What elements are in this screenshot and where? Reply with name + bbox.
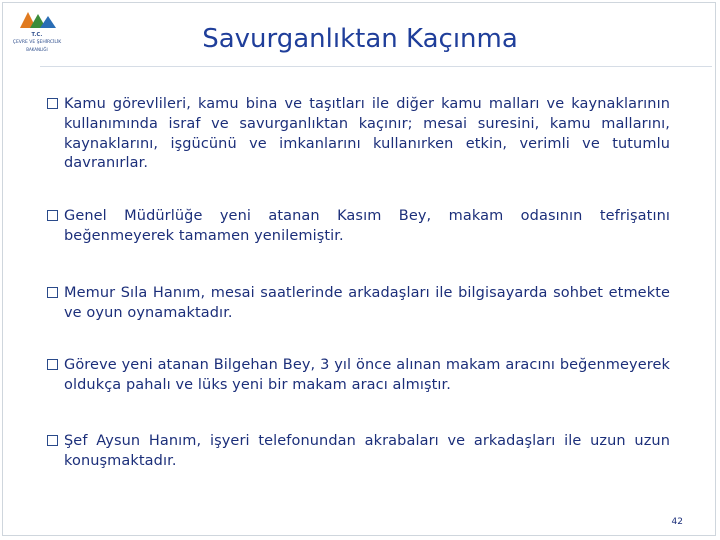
logo-text-ministry-suffix: BAKANLIĞI — [26, 47, 48, 52]
list-item — [48, 432, 670, 472]
logo-text-tc: T.C. — [31, 32, 43, 38]
list-item — [48, 356, 670, 396]
bullet-square-icon — [47, 210, 58, 221]
bullet-square-icon — [47, 98, 58, 109]
list-item — [48, 207, 670, 247]
page-number: 42 — [671, 517, 683, 527]
title-divider — [40, 66, 712, 67]
list-item-text: Memur Sıla Hanım, mesai saatlerinde arkadaşları ile bilgisayarda sohbet etmekte ve oyun oynamaktadır. — [64, 285, 670, 321]
logo-text-ministry: ÇEVRE VE ŞEHİRCİLİK — [12, 40, 62, 45]
list-item — [48, 284, 670, 324]
list-item-text: Şef Aysun Hanım, işyeri telefonundan akrabaları ve arkadaşları ile uzun uzun konuşmaktadır. — [64, 433, 670, 469]
list-item-text: Genel Müdürlüğe yeni atanan Kasım Bey, makam odasının tefrişatını beğenmeyerek tamamen yenilemiştir. — [64, 208, 670, 244]
list-item — [48, 95, 670, 174]
bullet-square-icon — [47, 287, 58, 298]
bullet-square-icon — [47, 435, 58, 446]
page-title: Savurganlıktan Kaçınma — [202, 24, 518, 54]
list-item-text: Göreve yeni atanan Bilgehan Bey, 3 yıl önce alınan makam aracını beğenmeyerek oldukça pahalı ve lüks yeni bir makam aracı almıştır. — [64, 357, 670, 393]
bullet-square-icon — [47, 359, 58, 370]
list-item-text: Kamu görevlileri, kamu bina ve taşıtları ile diğer kamu malları ve kaynaklarının kullanımında israf ve savurganlıktan kaçınır; mesai suresini, kamu mallarını, kaynaklarını, işgücünü ve imkanlarını kullanırken etkin, verimli ve tutumlu davranırlar. — [64, 96, 670, 172]
ministry-logo — [6, 6, 68, 68]
